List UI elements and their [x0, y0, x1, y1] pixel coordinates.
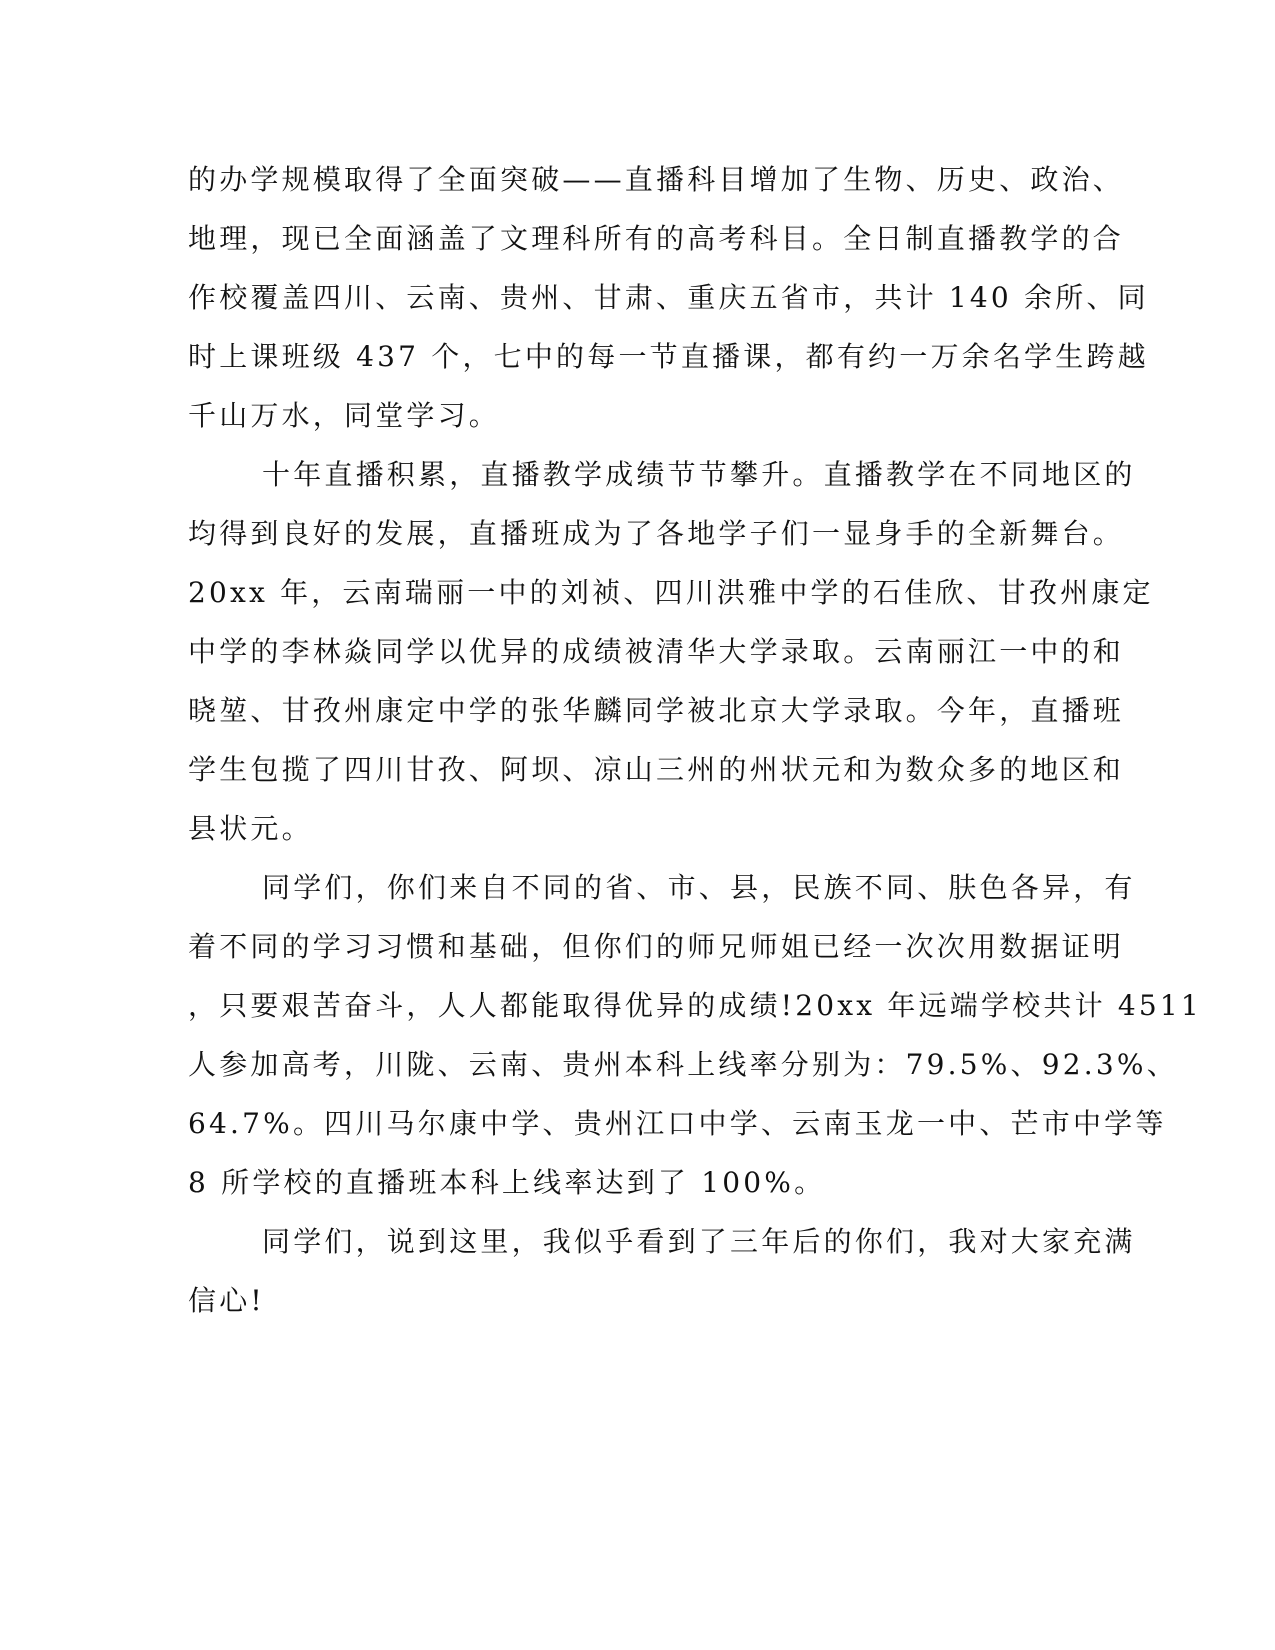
paragraph-1-line-4: 时上课班级 437 个，七中的每一节直播课，都有约一万余名学生跨越: [188, 340, 1149, 373]
paragraph-2-line-2: 均得到良好的发展，直播班成为了各地学子们一显身手的全新舞台。: [188, 517, 1125, 550]
paragraph-2-line-5: 晓堃、甘孜州康定中学的张华麟同学被北京大学录取。今年，直播班: [188, 694, 1125, 727]
paragraph-2-line-3: 20xx 年，云南瑞丽一中的刘祯、四川洪雅中学的石佳欣、甘孜州康定: [188, 576, 1154, 609]
paragraph-1-line-3: 作校覆盖四川、云南、贵州、甘肃、重庆五省市，共计 140 余所、同: [188, 281, 1149, 314]
paragraph-1-line-5: 千山万水，同堂学习。: [188, 399, 501, 432]
paragraph-2-line-1: 十年直播积累，直播教学成绩节节攀升。直播教学在不同地区的: [262, 458, 1136, 491]
paragraph-3-line-6: 8 所学校的直播班本科上线率达到了 100%。: [188, 1166, 826, 1199]
paragraph-3-line-1: 同学们，你们来自不同的省、市、县，民族不同、肤色各异，有: [262, 871, 1136, 904]
paragraph-1-line-2: 地理，现已全面涵盖了文理科所有的高考科目。全日制直播教学的合: [188, 222, 1125, 255]
paragraph-2-line-7: 县状元。: [188, 812, 313, 845]
paragraph-4-line-1: 同学们，说到这里，我似乎看到了三年后的你们，我对大家充满: [262, 1225, 1136, 1258]
paragraph-3-line-2: 着不同的学习习惯和基础，但你们的师兄师姐已经一次次用数据证明: [188, 930, 1125, 963]
paragraph-2-line-6: 学生包揽了四川甘孜、阿坝、凉山三州的州状元和为数众多的地区和: [188, 753, 1125, 786]
paragraph-1-line-1: 的办学规模取得了全面突破——直播科目增加了生物、历史、政治、: [188, 163, 1125, 196]
paragraph-3-line-3: ，只要艰苦奋斗，人人都能取得优异的成绩!20xx 年远端学校共计 4511: [188, 989, 1202, 1022]
paragraph-3-line-4: 人参加高考，川陇、云南、贵州本科上线率分别为：79.5%、92.3%、: [188, 1048, 1178, 1081]
paragraph-3-line-5: 64.7%。四川马尔康中学、贵州江口中学、云南玉龙一中、芒市中学等: [188, 1107, 1167, 1140]
paragraph-4-line-2: 信心!: [188, 1284, 265, 1317]
paragraph-2-line-4: 中学的李林焱同学以优异的成绩被清华大学录取。云南丽江一中的和: [188, 635, 1125, 668]
